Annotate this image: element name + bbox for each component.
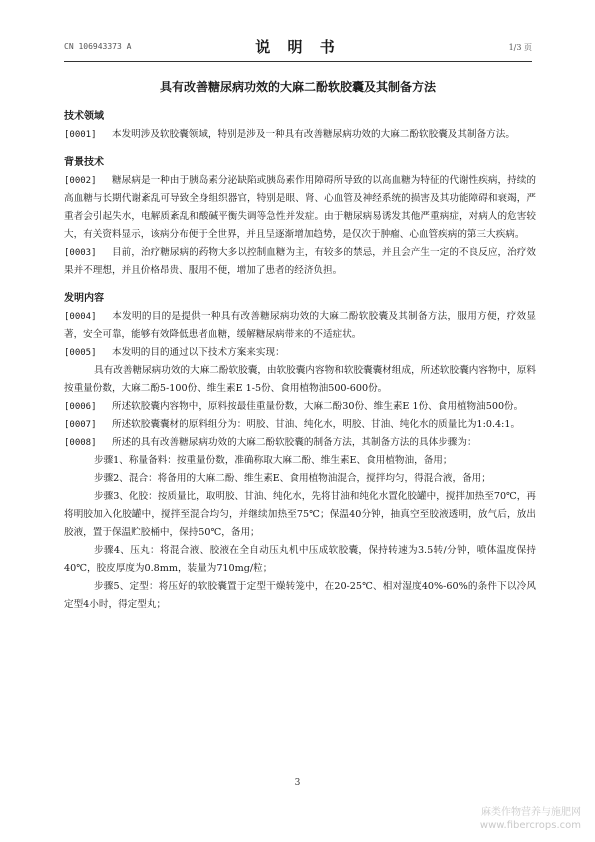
paragraph-number: [0004] xyxy=(64,312,97,322)
paragraph-text: 本发明的目的是提供一种具有改善糖尿病功效的大麻二酚软胶囊及其制备方法，服用方便，疗效显著，安全可靠，能够有效降低患者血糖，缓解糖尿病带来的不适症状。 xyxy=(64,311,536,340)
header-divider xyxy=(64,61,532,62)
section-heading-invention: 发明内容 xyxy=(64,293,104,304)
step-4: 步骤4、压丸：将混合液、胶液在全自动压丸机中压成软胶囊，保持转速为3.5转/分钟，喷体温度保持40℃，胶皮厚度为0.8mm，装量为710mg/粒； xyxy=(64,545,536,574)
paragraph-number: [0007] xyxy=(64,420,97,430)
paragraph-0005 xyxy=(64,344,536,362)
step-5: 步骤5、定型：将压好的软胶囊置于定型干燥转笼中，在20-25℃、相对湿度40%-60%的条件下以冷风定型4小时，得定型丸； xyxy=(64,581,536,610)
paragraph-0005-body: 具有改善糖尿病功效的大麻二酚软胶囊，由软胶囊内容物和软胶囊囊材组成，所述软胶囊内容物中，原料按重量份数，大麻二酚5-100份、维生素E 1-5份、食用植物油500-600份。 xyxy=(64,365,536,394)
section-heading-background: 背景技术 xyxy=(64,157,104,168)
paragraph-0004 xyxy=(64,308,536,344)
paragraph-0006 xyxy=(64,398,536,416)
paragraph-text: 目前，治疗糖尿病的药物大多以控制血糖为主，有较多的禁忌，并且会产生一定的不良反应，治疗效果并不理想，并且价格昂贵、服用不便，增加了患者的经济负担。 xyxy=(64,247,536,276)
paragraph-text: 所述软胶囊囊材的原料组分为：明胶、甘油、纯化水，明胶、甘油、纯化水的质量比为1:0.4:1。 xyxy=(112,419,521,430)
step-2: 步骤2、混合：将备用的大麻二酚、维生素E、食用植物油混合，搅拌均匀，得混合液，备用； xyxy=(94,473,491,484)
paragraph-text: 所述的具有改善糖尿病功效的大麻二酚软胶囊的制备方法，其制备方法的具体步骤为： xyxy=(112,437,477,448)
paragraph-0007 xyxy=(64,416,536,434)
step-3: 步骤3、化胶：按质量比，取明胶、甘油、纯化水，先将甘油和纯化水置化胶罐中，搅拌加热至70℃，再将明胶加入化胶罐中，搅拌至混合均匀，并继续加热至75℃；保温40分钟，抽真空至胶液透明，放气后，放出胶液，置于保温贮胶桶中，保持50℃，备用； xyxy=(64,491,536,538)
paragraph-0008 xyxy=(64,434,536,452)
paragraph-number: [0008] xyxy=(64,438,97,448)
step-1: 步骤1、称量备料：按重量份数，准确称取大麻二酚、维生素E、食用植物油，备用； xyxy=(94,455,453,466)
paragraph-text: 本发明涉及软胶囊领域，特别是涉及一种具有改善糖尿病功效的大麻二酚软胶囊及其制备方法。 xyxy=(112,129,515,140)
page-header xyxy=(64,34,532,58)
paragraph-text: 本发明的目的通过以下技术方案来实现： xyxy=(112,347,285,358)
paragraph-text: 所述软胶囊内容物中，原料按最佳重量份数，大麻二酚30份、维生素E 1份、食用植物油500份。 xyxy=(112,401,524,412)
document-type: 说 明 书 xyxy=(255,38,341,56)
watermark-site-name: 麻类作物营养与施肥网 xyxy=(481,807,581,818)
document-body xyxy=(64,108,536,614)
paragraph-number: [0003] xyxy=(64,248,97,258)
patent-number: CN 106943373 A xyxy=(64,42,132,51)
paragraph-number: [0001] xyxy=(64,130,97,140)
paragraph-number: [0006] xyxy=(64,402,97,412)
paragraph-number: [0002] xyxy=(64,176,97,186)
watermark xyxy=(480,806,581,832)
page-number: 3 xyxy=(294,778,301,788)
paragraph-0001 xyxy=(64,126,536,144)
section-heading-tech-field: 技术领域 xyxy=(64,111,104,122)
paragraph-text: 糖尿病是一种由于胰岛素分泌缺陷或胰岛素作用障碍所导致的以高血糖为特征的代谢性疾病，持续的高血糖与长期代谢紊乱可导致全身组织器官，特别是眼、肾、心血管及神经系统的损害及其功能障碍和衰竭，严重者会引起失水，电解质紊乱和酸碱平衡失调等急性并发症。由于糖尿病易诱发其他严重病症，对病人的危害较大，有关资料显示，该病分布便于全世界，并且呈逐渐增加趋势，是仅次于肿瘤、心血管疾病的第三大疾病。 xyxy=(64,175,536,240)
page-info: 1/3 页 xyxy=(508,43,532,52)
document-title: 具有改善糖尿病功效的大麻二酚软胶囊及其制备方法 xyxy=(159,80,436,94)
watermark-url: www.fibercrops.com xyxy=(479,820,581,831)
paragraph-number: [0005] xyxy=(64,348,97,358)
paragraph-0002 xyxy=(64,172,536,244)
paragraph-0003 xyxy=(64,244,536,280)
